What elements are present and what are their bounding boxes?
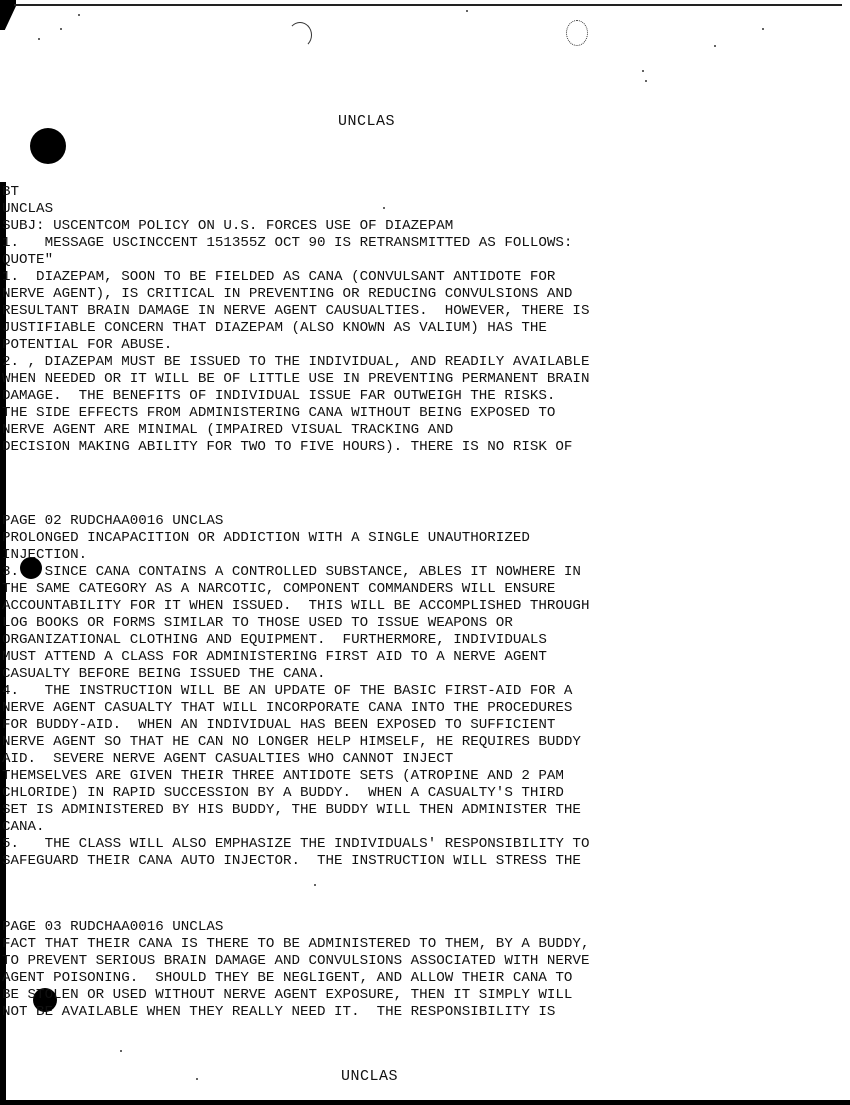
- text-line: NERVE AGENT SO THAT HE CAN NO LONGER HELP HIMSELF, HE REQUIRES BUDDY: [2, 734, 581, 750]
- text-line: 2. , DIAZEPAM MUST BE ISSUED TO THE INDIVIDUAL, AND READILY AVAILABLE: [2, 354, 590, 370]
- text-line: FACT THAT THEIR CANA IS THERE TO BE ADMINISTERED TO THEM, BY A BUDDY,: [2, 936, 590, 952]
- text-line: THE SIDE EFFECTS FROM ADMINISTERING CANA WITHOUT BEING EXPOSED TO: [2, 405, 556, 421]
- text-line: SUBJ: USCENTCOM POLICY ON U.S. FORCES USE OF DIAZEPAM: [2, 218, 454, 234]
- text-line: INJECTION.: [2, 547, 88, 563]
- text-line: CANA.: [2, 819, 45, 835]
- classification-footer: UNCLAS: [341, 1068, 399, 1085]
- text-line: DAMAGE. THE BENEFITS OF INDIVIDUAL ISSUE FAR OUTWEIGH THE RISKS.: [2, 388, 556, 404]
- text-line: 4. THE INSTRUCTION WILL BE AN UPDATE OF THE BASIC FIRST-AID FOR A: [2, 683, 573, 699]
- scan-ring-mark: [566, 20, 588, 46]
- text-line: 3. SINCE CANA CONTAINS A CONTROLLED SUBSTANCE, ABLES IT NOWHERE IN: [2, 564, 581, 580]
- text-line: AID. SEVERE NERVE AGENT CASUALTIES WHO CANNOT INJECT: [2, 751, 454, 767]
- text-line: NERVE AGENT), IS CRITICAL IN PREVENTING OR REDUCING CONVULSIONS AND: [2, 286, 573, 302]
- text-line: WHEN NEEDED OR IT WILL BE OF LITTLE USE IN PREVENTING PERMANENT BRAIN: [2, 371, 590, 387]
- text-line: SET IS ADMINISTERED BY HIS BUDDY, THE BUDDY WILL THEN ADMINISTER THE: [2, 802, 581, 818]
- message-block-page-3: [2, 919, 589, 1021]
- scan-speck: [714, 45, 716, 47]
- text-line: PROLONGED INCAPACITION OR ADDICTION WITH A SINGLE UNAUTHORIZED: [2, 530, 530, 546]
- text-line: NERVE AGENT ARE MINIMAL (IMPAIRED VISUAL TRACKING AND: [2, 422, 454, 438]
- text-line: PAGE 02 RUDCHAA0016 UNCLAS: [2, 513, 224, 529]
- text-line: POTENTIAL FOR ABUSE.: [2, 337, 173, 353]
- scan-top-rule: [14, 4, 842, 6]
- text-line: UNCLAS: [2, 201, 54, 217]
- text-line: MUST ATTEND A CLASS FOR ADMINISTERING FIRST AID TO A NERVE AGENT: [2, 649, 547, 665]
- scan-speck: [120, 1050, 122, 1052]
- text-line: THEMSELVES ARE GIVEN THEIR THREE ANTIDOTE SETS (ATROPINE AND 2 PAM: [2, 768, 564, 784]
- scan-bottom-rule: [6, 1100, 850, 1105]
- text-line: NOT BE AVAILABLE WHEN THEY REALLY NEED IT. THE RESPONSIBILITY IS: [2, 1004, 556, 1020]
- scan-ring-mark: [288, 22, 312, 48]
- scan-speck: [466, 10, 468, 12]
- text-line: SAFEGUARD THEIR CANA AUTO INJECTOR. THE INSTRUCTION WILL STRESS THE: [2, 853, 581, 869]
- message-block-page-2: [2, 513, 589, 870]
- text-line: PAGE 03 RUDCHAA0016 UNCLAS: [2, 919, 224, 935]
- scan-speck: [645, 80, 647, 82]
- scan-speck: [60, 28, 62, 30]
- classification-header: UNCLAS: [338, 113, 396, 130]
- scan-speck: [78, 14, 80, 16]
- scan-speck: [642, 70, 644, 72]
- text-line: 5. THE CLASS WILL ALSO EMPHASIZE THE INDIVIDUALS' RESPONSIBILITY TO: [2, 836, 590, 852]
- text-line: 1. DIAZEPAM, SOON TO BE FIELDED AS CANA (CONVULSANT ANTIDOTE FOR: [2, 269, 556, 285]
- scan-speck: [762, 28, 764, 30]
- text-line: THE SAME CATEGORY AS A NARCOTIC, COMPONENT COMMANDERS WILL ENSURE: [2, 581, 556, 597]
- message-block-page-1: [2, 184, 589, 456]
- text-line: RESULTANT BRAIN DAMAGE IN NERVE AGENT CAUSUALTIES. HOWEVER, THERE IS: [2, 303, 590, 319]
- scan-speck: [196, 1078, 198, 1080]
- text-line: CASUALTY BEFORE BEING ISSUED THE CANA.: [2, 666, 326, 682]
- text-line: 1. MESSAGE USCINCCENT 151355Z OCT 90 IS RETRANSMITTED AS FOLLOWS:: [2, 235, 573, 251]
- text-line: QUOTE": [2, 252, 54, 268]
- text-line: LOG BOOKS OR FORMS SIMILAR TO THOSE USED TO ISSUE WEAPONS OR: [2, 615, 513, 631]
- text-line: FOR BUDDY-AID. WHEN AN INDIVIDUAL HAS BEEN EXPOSED TO SUFFICIENT: [2, 717, 556, 733]
- scan-speck: [314, 884, 316, 886]
- text-line: TO PREVENT SERIOUS BRAIN DAMAGE AND CONVULSIONS ASSOCIATED WITH NERVE: [2, 953, 590, 969]
- text-line: BE STOLEN OR USED WITHOUT NERVE AGENT EXPOSURE, THEN IT SIMPLY WILL: [2, 987, 573, 1003]
- scan-speck: [38, 38, 40, 40]
- text-line: AGENT POISONING. SHOULD THEY BE NEGLIGENT, AND ALLOW THEIR CANA TO: [2, 970, 573, 986]
- text-line: NERVE AGENT CASUALTY THAT WILL INCORPORATE CANA INTO THE PROCEDURES: [2, 700, 573, 716]
- text-line: DECISION MAKING ABILITY FOR TWO TO FIVE HOURS). THERE IS NO RISK OF: [2, 439, 573, 455]
- text-line: ACCOUNTABILITY FOR IT WHEN ISSUED. THIS WILL BE ACCOMPLISHED THROUGH: [2, 598, 590, 614]
- punch-hole: [30, 128, 66, 164]
- text-line: BT: [2, 184, 20, 200]
- text-line: JUSTIFIABLE CONCERN THAT DIAZEPAM (ALSO KNOWN AS VALIUM) HAS THE: [2, 320, 547, 336]
- text-line: CHLORIDE) IN RAPID SUCCESSION BY A BUDDY. WHEN A CASUALTY'S THIRD: [2, 785, 564, 801]
- text-line: ORGANIZATIONAL CLOTHING AND EQUIPMENT. FURTHERMORE, INDIVIDUALS: [2, 632, 547, 648]
